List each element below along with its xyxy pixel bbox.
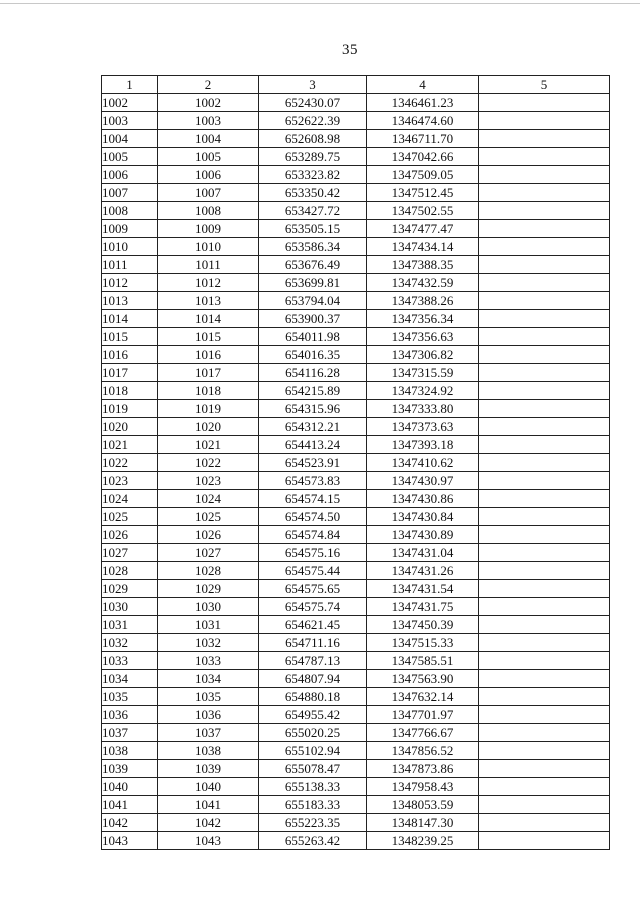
- table-cell-col-2: 1024: [158, 490, 259, 508]
- table-cell-col-1: 1033: [102, 652, 158, 670]
- table-cell-col-3: 653427.72: [259, 202, 367, 220]
- table-cell-col-3: 654711.16: [259, 634, 367, 652]
- table-row: [102, 454, 610, 472]
- table-row: [102, 94, 610, 112]
- table-row: [102, 760, 610, 778]
- top-rule: [0, 3, 640, 4]
- page-number: 35: [342, 42, 358, 58]
- header-row: [102, 76, 610, 94]
- table-cell-col-5: [479, 778, 610, 796]
- table-cell-col-1: 1026: [102, 526, 158, 544]
- table-row: [102, 202, 610, 220]
- table-cell-col-1: 1038: [102, 742, 158, 760]
- table-cell-col-2: 1018: [158, 382, 259, 400]
- table-cell-col-5: [479, 436, 610, 454]
- table-cell-col-5: [479, 400, 610, 418]
- table-header: [102, 76, 610, 94]
- table-cell-col-2: 1022: [158, 454, 259, 472]
- table-cell-col-4: 1347632.14: [367, 688, 479, 706]
- column-header-5: 5: [479, 76, 610, 94]
- coordinates-table: [101, 75, 610, 850]
- table-cell-col-1: 1030: [102, 598, 158, 616]
- table-cell-col-5: [479, 526, 610, 544]
- table-cell-col-3: 654787.13: [259, 652, 367, 670]
- table-cell-col-2: 1008: [158, 202, 259, 220]
- table-cell-col-3: 653505.15: [259, 220, 367, 238]
- table-cell-col-2: 1010: [158, 238, 259, 256]
- table-cell-col-4: 1347873.86: [367, 760, 479, 778]
- table-cell-col-1: 1029: [102, 580, 158, 598]
- table-cell-col-3: 655102.94: [259, 742, 367, 760]
- table-cell-col-1: 1035: [102, 688, 158, 706]
- table-cell-col-3: 654016.35: [259, 346, 367, 364]
- table-cell-col-1: 1043: [102, 832, 158, 850]
- table-cell-col-3: 654011.98: [259, 328, 367, 346]
- table-cell-col-3: 653586.34: [259, 238, 367, 256]
- table-row: [102, 688, 610, 706]
- table-cell-col-3: 653289.75: [259, 148, 367, 166]
- table-cell-col-4: 1347333.80: [367, 400, 479, 418]
- table-cell-col-1: 1013: [102, 292, 158, 310]
- table-body: [102, 94, 610, 850]
- table-cell-col-3: 655263.42: [259, 832, 367, 850]
- table-cell-col-2: 1015: [158, 328, 259, 346]
- table-cell-col-2: 1039: [158, 760, 259, 778]
- table-cell-col-1: 1042: [102, 814, 158, 832]
- table-cell-col-4: 1347042.66: [367, 148, 479, 166]
- table-cell-col-3: 653794.04: [259, 292, 367, 310]
- table-cell-col-1: 1018: [102, 382, 158, 400]
- table-cell-col-4: 1347324.92: [367, 382, 479, 400]
- table-cell-col-5: [479, 166, 610, 184]
- table-cell-col-5: [479, 724, 610, 742]
- table-cell-col-3: 654574.50: [259, 508, 367, 526]
- column-header-2: 2: [158, 76, 259, 94]
- table-cell-col-4: 1346711.70: [367, 130, 479, 148]
- table-cell-col-2: 1038: [158, 742, 259, 760]
- table-row: [102, 796, 610, 814]
- table-cell-col-5: [479, 292, 610, 310]
- table-cell-col-1: 1014: [102, 310, 158, 328]
- table-cell-col-5: [479, 832, 610, 850]
- table-row: [102, 508, 610, 526]
- table-row: [102, 724, 610, 742]
- table-cell-col-5: [479, 346, 610, 364]
- table-row: [102, 364, 610, 382]
- table-cell-col-4: 1347766.67: [367, 724, 479, 742]
- table-cell-col-1: 1010: [102, 238, 158, 256]
- table-cell-col-2: 1042: [158, 814, 259, 832]
- table-cell-col-3: 655183.33: [259, 796, 367, 814]
- table-cell-col-5: [479, 364, 610, 382]
- table-cell-col-1: 1011: [102, 256, 158, 274]
- table-cell-col-4: 1347434.14: [367, 238, 479, 256]
- table-row: [102, 616, 610, 634]
- table-cell-col-1: 1007: [102, 184, 158, 202]
- table-cell-col-2: 1017: [158, 364, 259, 382]
- table-cell-col-4: 1347431.26: [367, 562, 479, 580]
- table-cell-col-1: 1021: [102, 436, 158, 454]
- table-cell-col-4: 1347509.05: [367, 166, 479, 184]
- table-cell-col-2: 1004: [158, 130, 259, 148]
- table-cell-col-2: 1028: [158, 562, 259, 580]
- table-cell-col-1: 1012: [102, 274, 158, 292]
- table-cell-col-2: 1003: [158, 112, 259, 130]
- table-cell-col-3: 655020.25: [259, 724, 367, 742]
- table-cell-col-4: 1347477.47: [367, 220, 479, 238]
- table-row: [102, 346, 610, 364]
- table-cell-col-1: 1034: [102, 670, 158, 688]
- table-cell-col-5: [479, 328, 610, 346]
- table-cell-col-3: 654880.18: [259, 688, 367, 706]
- table-cell-col-4: 1347306.82: [367, 346, 479, 364]
- table-row: [102, 814, 610, 832]
- table-cell-col-5: [479, 742, 610, 760]
- table-cell-col-3: 654807.94: [259, 670, 367, 688]
- table-cell-col-4: 1347856.52: [367, 742, 479, 760]
- table-cell-col-4: 1347431.75: [367, 598, 479, 616]
- table-cell-col-5: [479, 94, 610, 112]
- table-row: [102, 184, 610, 202]
- table-cell-col-5: [479, 418, 610, 436]
- table-cell-col-2: 1033: [158, 652, 259, 670]
- table-cell-col-2: 1005: [158, 148, 259, 166]
- table-row: [102, 832, 610, 850]
- table-row: [102, 148, 610, 166]
- table-cell-col-4: 1347356.63: [367, 328, 479, 346]
- table-cell-col-4: 1347502.55: [367, 202, 479, 220]
- table-row: [102, 274, 610, 292]
- table-cell-col-5: [479, 688, 610, 706]
- table-cell-col-5: [479, 184, 610, 202]
- table-cell-col-1: 1041: [102, 796, 158, 814]
- table-cell-col-2: 1021: [158, 436, 259, 454]
- table-cell-col-1: 1016: [102, 346, 158, 364]
- table-row: [102, 472, 610, 490]
- table-cell-col-4: 1347430.89: [367, 526, 479, 544]
- table-row: [102, 112, 610, 130]
- table-cell-col-1: 1037: [102, 724, 158, 742]
- table-cell-col-1: 1004: [102, 130, 158, 148]
- table-cell-col-5: [479, 544, 610, 562]
- table-cell-col-4: 1347701.97: [367, 706, 479, 724]
- table-row: [102, 526, 610, 544]
- table-cell-col-3: 654955.42: [259, 706, 367, 724]
- table-cell-col-2: 1011: [158, 256, 259, 274]
- table-row: [102, 310, 610, 328]
- table-cell-col-2: 1041: [158, 796, 259, 814]
- table-cell-col-4: 1347356.34: [367, 310, 479, 328]
- table-cell-col-2: 1002: [158, 94, 259, 112]
- table-cell-col-3: 653350.42: [259, 184, 367, 202]
- table-cell-col-5: [479, 562, 610, 580]
- table-cell-col-4: 1347410.62: [367, 454, 479, 472]
- table-cell-col-1: 1020: [102, 418, 158, 436]
- table-cell-col-4: 1347388.26: [367, 292, 479, 310]
- table-cell-col-2: 1007: [158, 184, 259, 202]
- table-cell-col-1: 1039: [102, 760, 158, 778]
- table-cell-col-2: 1026: [158, 526, 259, 544]
- table-cell-col-5: [479, 670, 610, 688]
- table-row: [102, 418, 610, 436]
- table-cell-col-2: 1037: [158, 724, 259, 742]
- table-cell-col-1: 1027: [102, 544, 158, 562]
- table-cell-col-4: 1347430.97: [367, 472, 479, 490]
- table-cell-col-2: 1043: [158, 832, 259, 850]
- table-cell-col-1: 1009: [102, 220, 158, 238]
- column-header-3: 3: [259, 76, 367, 94]
- table-cell-col-5: [479, 490, 610, 508]
- table-cell-col-3: 655138.33: [259, 778, 367, 796]
- table-cell-col-2: 1031: [158, 616, 259, 634]
- table-cell-col-2: 1027: [158, 544, 259, 562]
- table-cell-col-4: 1347450.39: [367, 616, 479, 634]
- table-row: [102, 130, 610, 148]
- table-cell-col-4: 1347373.63: [367, 418, 479, 436]
- table-row: [102, 166, 610, 184]
- table-cell-col-5: [479, 310, 610, 328]
- table-cell-col-3: 654575.16: [259, 544, 367, 562]
- table-cell-col-3: 652608.98: [259, 130, 367, 148]
- table-cell-col-1: 1023: [102, 472, 158, 490]
- table-cell-col-3: 654621.45: [259, 616, 367, 634]
- table-cell-col-1: 1019: [102, 400, 158, 418]
- table-cell-col-2: 1036: [158, 706, 259, 724]
- table-row: [102, 382, 610, 400]
- table-row: [102, 256, 610, 274]
- table-row: [102, 238, 610, 256]
- table-cell-col-2: 1016: [158, 346, 259, 364]
- table-cell-col-4: 1347585.51: [367, 652, 479, 670]
- table-cell-col-2: 1006: [158, 166, 259, 184]
- table-cell-col-5: [479, 382, 610, 400]
- table-cell-col-4: 1347430.86: [367, 490, 479, 508]
- table-cell-col-4: 1347430.84: [367, 508, 479, 526]
- table-cell-col-5: [479, 112, 610, 130]
- table-cell-col-4: 1347563.90: [367, 670, 479, 688]
- table-cell-col-4: 1347393.18: [367, 436, 479, 454]
- table-row: [102, 562, 610, 580]
- table-cell-col-1: 1003: [102, 112, 158, 130]
- table-cell-col-3: 654573.83: [259, 472, 367, 490]
- table-cell-col-1: 1040: [102, 778, 158, 796]
- table-cell-col-1: 1008: [102, 202, 158, 220]
- table-cell-col-5: [479, 238, 610, 256]
- table-cell-col-4: 1346461.23: [367, 94, 479, 112]
- table-cell-col-2: 1012: [158, 274, 259, 292]
- table-cell-col-4: 1347432.59: [367, 274, 479, 292]
- table-cell-col-5: [479, 508, 610, 526]
- column-header-1: 1: [102, 76, 158, 94]
- table-cell-col-5: [479, 796, 610, 814]
- table-cell-col-2: 1040: [158, 778, 259, 796]
- table-cell-col-5: [479, 652, 610, 670]
- table-cell-col-3: 654116.28: [259, 364, 367, 382]
- table-row: [102, 292, 610, 310]
- table-cell-col-4: 1348239.25: [367, 832, 479, 850]
- table-cell-col-1: 1017: [102, 364, 158, 382]
- table-cell-col-2: 1019: [158, 400, 259, 418]
- table-cell-col-5: [479, 706, 610, 724]
- table-cell-col-3: 653699.81: [259, 274, 367, 292]
- table-cell-col-2: 1032: [158, 634, 259, 652]
- table-row: [102, 706, 610, 724]
- table-cell-col-5: [479, 814, 610, 832]
- table-cell-col-3: 654575.44: [259, 562, 367, 580]
- table-cell-col-1: 1025: [102, 508, 158, 526]
- table-cell-col-4: 1347431.54: [367, 580, 479, 598]
- table-cell-col-1: 1028: [102, 562, 158, 580]
- table-row: [102, 436, 610, 454]
- table-row: [102, 778, 610, 796]
- table-cell-col-5: [479, 130, 610, 148]
- table-cell-col-3: 653900.37: [259, 310, 367, 328]
- table-cell-col-5: [479, 598, 610, 616]
- table-cell-col-3: 654413.24: [259, 436, 367, 454]
- table-row: [102, 634, 610, 652]
- table-row: [102, 652, 610, 670]
- table-cell-col-2: 1034: [158, 670, 259, 688]
- table-cell-col-3: 654523.91: [259, 454, 367, 472]
- table-cell-col-1: 1032: [102, 634, 158, 652]
- table-cell-col-3: 654312.21: [259, 418, 367, 436]
- table-cell-col-2: 1009: [158, 220, 259, 238]
- table-cell-col-5: [479, 454, 610, 472]
- table-row: [102, 598, 610, 616]
- table-cell-col-2: 1020: [158, 418, 259, 436]
- table-cell-col-3: 655078.47: [259, 760, 367, 778]
- table-cell-col-1: 1036: [102, 706, 158, 724]
- table-cell-col-2: 1035: [158, 688, 259, 706]
- table-row: [102, 490, 610, 508]
- table-cell-col-2: 1014: [158, 310, 259, 328]
- table-row: [102, 670, 610, 688]
- table-cell-col-4: 1347512.45: [367, 184, 479, 202]
- table-row: [102, 742, 610, 760]
- table-cell-col-3: 654574.84: [259, 526, 367, 544]
- table-cell-col-5: [479, 220, 610, 238]
- table-cell-col-5: [479, 580, 610, 598]
- table-cell-col-1: 1002: [102, 94, 158, 112]
- table-cell-col-1: 1005: [102, 148, 158, 166]
- table-row: [102, 544, 610, 562]
- table-cell-col-4: 1348147.30: [367, 814, 479, 832]
- table-cell-col-3: 655223.35: [259, 814, 367, 832]
- table-cell-col-5: [479, 256, 610, 274]
- table-cell-col-4: 1347958.43: [367, 778, 479, 796]
- table-row: [102, 400, 610, 418]
- table-cell-col-4: 1347431.04: [367, 544, 479, 562]
- table-cell-col-2: 1023: [158, 472, 259, 490]
- table-cell-col-4: 1347388.35: [367, 256, 479, 274]
- table-cell-col-2: 1025: [158, 508, 259, 526]
- table-cell-col-3: 652430.07: [259, 94, 367, 112]
- table-row: [102, 580, 610, 598]
- table-cell-col-1: 1015: [102, 328, 158, 346]
- table-cell-col-2: 1030: [158, 598, 259, 616]
- table-cell-col-4: 1348053.59: [367, 796, 479, 814]
- table-cell-col-1: 1024: [102, 490, 158, 508]
- table-cell-col-3: 652622.39: [259, 112, 367, 130]
- table-cell-col-3: 654574.15: [259, 490, 367, 508]
- table-cell-col-4: 1347515.33: [367, 634, 479, 652]
- table-cell-col-4: 1347315.59: [367, 364, 479, 382]
- column-header-4: 4: [367, 76, 479, 94]
- table-row: [102, 220, 610, 238]
- table-row: [102, 328, 610, 346]
- table-cell-col-5: [479, 760, 610, 778]
- table-cell-col-5: [479, 202, 610, 220]
- table-cell-col-3: 654215.89: [259, 382, 367, 400]
- table-cell-col-5: [479, 616, 610, 634]
- table-cell-col-3: 653323.82: [259, 166, 367, 184]
- table-cell-col-4: 1346474.60: [367, 112, 479, 130]
- table-cell-col-5: [479, 634, 610, 652]
- table-cell-col-1: 1031: [102, 616, 158, 634]
- table-cell-col-3: 654575.65: [259, 580, 367, 598]
- table-cell-col-2: 1029: [158, 580, 259, 598]
- table-cell-col-1: 1006: [102, 166, 158, 184]
- table-cell-col-5: [479, 148, 610, 166]
- table-cell-col-3: 653676.49: [259, 256, 367, 274]
- table-cell-col-5: [479, 274, 610, 292]
- table-cell-col-1: 1022: [102, 454, 158, 472]
- table-cell-col-3: 654315.96: [259, 400, 367, 418]
- table-cell-col-5: [479, 472, 610, 490]
- table-cell-col-2: 1013: [158, 292, 259, 310]
- table-cell-col-3: 654575.74: [259, 598, 367, 616]
